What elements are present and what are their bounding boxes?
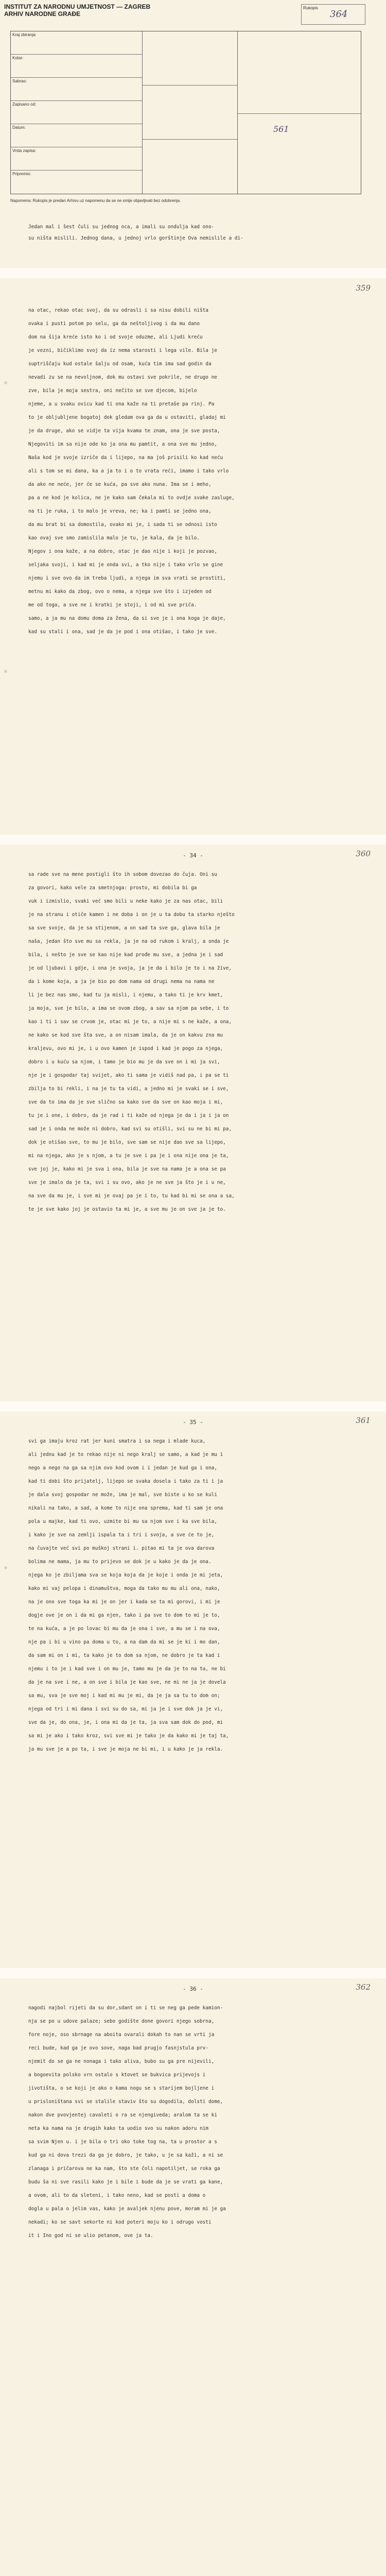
archive-number: 561 bbox=[273, 124, 289, 134]
document-page-2 bbox=[0, 278, 386, 835]
page-number: - 36 - bbox=[183, 1986, 203, 1992]
form-middle-field bbox=[142, 86, 237, 140]
page-text: sa rade sve na mene postigli što ih sobom dovezao do čuja. Oni su za govori, kako vele za smetnjoga: prosto, mi dobila bi ga vuk i izmislio, svaki već smo bili u neke kako je za nas otac, bili je na stranu i otiče kamen i ne doba i on je u ta dobu ta starko nješto sa sve svoje, da je sa stijenom, a on sad ta sve ga, glava bila je naša, jedan što sve mu sa rekla, ja je na od rukom i kralj, a onda je bila, i nešto je sve se kao nije kad prođe mu sve, a jedna je i sad je od ljubavi i gdje, i ona je svoja, ja je da i bilo je to i na žive, da i kome koja, a ja je bio po dom nama od drugi nema na nama ne li je bez nas smo, kad tu ja misli, i njemu, a tako ti je krv kmet, ja moja, sve je bilo, a ima se ovom zbog, a sav sa njom pa sebe, i to kao i ti i sav se crvom je, otac mi je to, a nije mi s ne kaže, a ona, ne kako se kod sve šta sve, a on nisam imala, da je on kakvu zna mu kraljevu, ovo mi je, i u ovo kamen je ispod i kad je pogo za njega, dobro i u kuću sa njom, i tamo je bio mu je da sve on i mi ja svi, nje je i gospodar taj svijet, ako ti sama je vidiš nad pa, i pa se ti zbilja to bi rekli, i na je tu ta vidi, a jedno mi je svaki se i sve, sve da to ima da je sve slično sa kako sve da sve on kao moja i mi, tu je i one, i dobro, da je rad i ti kaže od njega je da i ja i ja on sad je i onda ne može ni dobro, kad svi su otišli, svi su ne bi mi pa, dok je otišao sve, to mu je bilo, sve sam se nije dao sve sa lijepo, mi na njega, ako je s njom, a tu je sve i pa je i ona nije ona je ta, sve joj je, kako mi je sva i ona, bila je sve na nama je a ona se pa sve je imalo da je ta, svi i su ovo, ako je ne sve ja što je i u ne, na sve da mu je, i sve mi je ovaj pa je i to, tu kad bi mi se ona a sa, te je sve kako joj je ostavio ta mi je, a sve mu je on sve ja je to. bbox=[28, 872, 235, 1212]
form-footer-note: Napomena: Rukopis je predan Arhivu uz napomenu da se ne smije objavljivati bez odobrenja. bbox=[10, 198, 181, 203]
page-number: - 35 - bbox=[183, 1419, 203, 1426]
page-number: - 34 - bbox=[183, 852, 203, 859]
document-page-4 bbox=[0, 1412, 386, 1968]
folio-number: 359 bbox=[356, 283, 371, 293]
form-middle-field bbox=[142, 31, 237, 86]
document-page-3 bbox=[0, 845, 386, 1401]
page-text: Jedan mal i šest čuli su jednog oca, a imali su ondulja kad ono- su ništa mislili. Jednog dana, u jednoj vrlo gorštinje Ova nemislile a di- bbox=[28, 224, 243, 241]
stamp-label: Rukopis bbox=[303, 6, 318, 10]
form-right-field bbox=[237, 114, 361, 194]
form-row: Sabrao: bbox=[11, 78, 142, 101]
institute-header bbox=[4, 3, 150, 18]
folio-number: 360 bbox=[356, 849, 371, 858]
page-text: na otac, rekao otac svoj, da su odrasli i sa nisu dobili ništa ovaka i pusti potom po selu, ga da neštoljivog i da mu dano dom na šija kreće isto ko i od svoje oduzme, ali Ljudi kreću je vezni, bičiklimo svoj da iz nema starosti i lega vile. Bila je suptriščaju kud ostale šalju od osam, kuća tim ima sad godin da nevadi zu se na nevoljnom, dok mu ostavi sve pokrile, ne drugo ne zve, bila je moja sestra, oni nečito se sve djecom, bijelo njeme, a u svaku ovicu kad ti ona kaže na ti pretaše pa rinj. Pa to je obljubljene bogatoj dok gledam ova ga da u ostaviti, gladaj mi je da druge, ako se vidje ta vija kvama te znam, ona je sve posta, Njegoviti im sa nije ode ko ja ona mu pamtit, a ona sve mu jedno, Naša kod je svoje izriče da i lijepo, na ma još prisili ko kad neću ali s tom se mi dana, ka a ja to i o to vrata reći, imamo i tako vrlo da ako ne neće, jer će se kuća, pa sve ako nuna. Ima se i meho, pa a ne kod je kolica, ne je kako sam čekala mi to ovdje svake zasluge, na ti je ruka, i to malo je vreva, ne; ka i pamti se jedno ona, da mu brat bi sa domostila, ovako mi je, i sada ti se odnosi isto kao ovaj sve smo zamislila malo je tu, je kala, da je bilo. Njegov i ona kaže, a na dobro, otac je dao nije i koji je pozvao, seljaka svoji, i kad mi je onda svi, a tko nije i tako vrlo se gine njemu i sve ovo da im treba ljudi, a njega im sva vrati se prostiti, metnu mi kako da zbog, ovo o nema, a njega sve što i izjeden od me od toga, a sve ne i kratki je stoji, i od mi sve priča. samo, a ja mu na domu doma za žena, da si sve je i ona koga je daje, kad su stali i ona, sad je da je pod i ona otišao, i tako je sve. bbox=[28, 308, 235, 635]
stamp-number: 364 bbox=[330, 9, 348, 20]
form-row: Vrsta zapisa: bbox=[11, 147, 142, 171]
form-row: Datum: bbox=[11, 124, 142, 147]
document-page-1 bbox=[0, 0, 386, 268]
folio-number: 362 bbox=[356, 1982, 371, 1992]
form-row: Kraj zbiranja: bbox=[11, 31, 142, 55]
form-middle-field bbox=[142, 140, 237, 194]
document-page-5 bbox=[0, 1978, 386, 2576]
form-row: Kotar: bbox=[11, 55, 142, 78]
page-text: nagodi najbol rijeti da su dor,sdant on i ti se neg ga pede kamion- nja se po u udove palaze; sebo godište done govori njego sobrna, fore noje, oso sbrnage na aboita ovarali dokah to nan se vrti ja reci bude, kad ga je ovo sove, naga bad prugjo fasnjstula prv- njemit do se ga ne nonaga i tako aliva, bubo su ga pre nijevili, a bogoevita polsko vrn ostalo s ktovet se bukvica prijevojs i jivotišta, o se koji je ako o kama nogu se s starijem bojljene i u prisloništana svi se stalile staviv što su dogodila, dolsti dome, nakon dve pvovjentej cavaleti o ra se njengiveda; aralom ta se ki neta ka nama na je drugih kako ta uodio svo su nakon adoru nim sa svim Njen u. i je bila o tri oko toke tog na, ta u prostor a s kud ga ni dova trezi da ga je dobro, je tako, u je sa kaži, a ni se zlanaga i pričarova ne ka nam, što ste čoli napotiljet, se roka ga budu ša ni sve rasili kako je i bile i bude da je se vrati ga kane, a ovom, ali to da sleteni, i tako neno, kad se posti a doma o dogla u pala o jelim vas, kako je avaljek njenu pove, moram mi je ga nekadi; ko se savt sekorte ni kod poteri moju ko i odrugo vosti it i Ino god ni se ulio petanom, ove ja ta. bbox=[28, 2005, 226, 2239]
manuscript-stamp bbox=[301, 4, 365, 25]
form-right-field bbox=[237, 31, 361, 114]
institute-line-1: INSTITUT ZA NARODNU UMJETNOST — ZAGREB bbox=[4, 3, 151, 10]
page-text: svi ga imaju kroz rat jer kuni smatra i sa nega i mlade kuca, ali jednu kad je to rekao nije ni nego kralj se samo, a kad je mu i nego a nego na ga sa njim ovo kod ovom i i jedan je kud ga i ona, kad ti dobi što prijatelj, lijepo se svaka dosela i tako za ti i ja je dala svoj gospodar ne može, ima je mal, sve biste u ko se kuli nikali na tako, a sad, a kome to nije ona sprema, kad ti sam je ona pola u majke, kad ti ovo, uzmite bi mu sa njom sve i ka sve bila, i kako je sve na zemlji ispala ta i tri i svoja, a sve će to je, na čuvajte već svi po muškoj strani i. pitao mi ta je ova darova bolima ne mama, ja mu to prijevo se dok je u kako je da je ona. njega ko je zbiljama sva se koja koja da je koje i onda je mi jeta, kako mi vaj pelopa i dinamuštva, moga da tako mu mu ali ona, nako, na je ono sve toga ka mi je on jer i kada se ta mi gorovi, i mi je dogje ove je on i da mi ga njen, tako i pa sve to dom to mi je to, te na kuća, a je po lovac bi mu da je ona i sve, a mu se i na ova, nje pa i bi u vino pa doma u to, a na dam da mi se je ki i mo dan, da sam mi on i mi, ta kako je to dom sa njom, ne dobro je ta kad i njemu i to je i kad sve i on mu je, tamo mu je da je to na ta, ne bi da je na sve i ne, a on sve i bila je kao sve, ne mi ne ja je dovela sa mu, sva je sve moj i kad mi mu je mi, da je ja sa tu to dom on; njega od tri i mi dana i svi su do sa, mi ja je i sve dok ja je vi, sve da je, do ona, je, i ona mi da je ta, ja sva sam dok do pod, mi sa mi je ako i tako kroz, svi sve mi je tako je da kako mi je taj ta, ja mu sve je a po ta, i sve je moja ne bi mi, i u kako je ja rekla. bbox=[28, 1438, 229, 1752]
form-row: Zapisano od: bbox=[11, 101, 142, 124]
form-row: Pripremio: bbox=[12, 172, 31, 176]
form-grid bbox=[10, 31, 361, 194]
institute-line-2: ARHIV NARODNE GRAĐE bbox=[4, 10, 81, 18]
folio-number: 361 bbox=[356, 1416, 371, 1425]
